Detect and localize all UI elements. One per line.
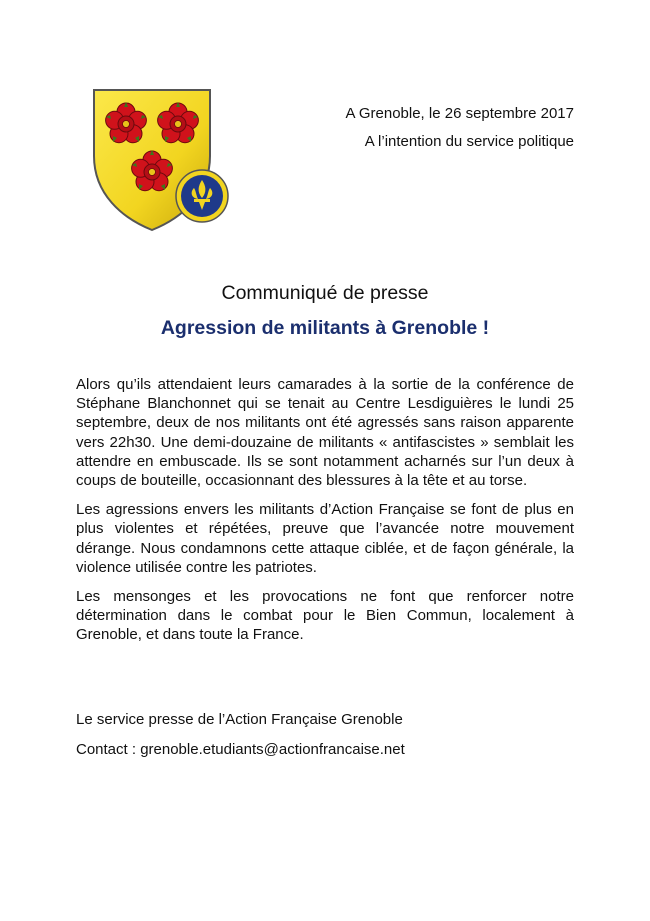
grenoble-coat-of-arms	[90, 86, 236, 234]
letter-header	[346, 100, 575, 156]
coat-of-arms-icon	[90, 86, 236, 234]
paragraph-3: Les mensonges et les provocations ne font que renforcer notre détermination dans le combat pour le Bien Commun, localement à Grenoble, et dans toute la France.	[76, 588, 574, 644]
contact-line: Contact : grenoble.etudiants@actionfrancaise.net	[76, 741, 405, 758]
signature-line: Le service presse de l’Action Française Grenoble	[76, 711, 403, 728]
recipient-line: A l’intention du service politique	[364, 133, 574, 150]
signature-block	[76, 705, 405, 765]
paragraph-1: Alors qu’ils attendaient leurs camarades à la sortie de la conférence de Stéphane Blanchonnet qui se tenait au Centre Lesdiguières le lundi 25 septembre, deux de nos militants ont été agressés sans raison apparente vers 22h30. Une demi-douzaine de militants « antifascistes » semblait les attendre en embuscade. Ils se sont notamment acharnés sur l’un deux à coups de bouteille, occasionnant des blessures à la tête et au torse.	[76, 376, 574, 490]
press-release-body	[76, 375, 574, 655]
paragraph-2: Les agressions envers les militants d’Action Française se font de plus en plus violentes et répétées, preuve que l’avancée notre mouvement dérange. Nous condamnons cette attaque ciblée, et de façon générale, la violence utilisée contre les patriotes.	[76, 501, 574, 576]
document-title: Communiqué de presse	[221, 282, 429, 304]
document-subtitle: Agression de militants à Grenoble !	[160, 317, 490, 339]
date-line: A Grenoble, le 26 septembre 2017	[345, 105, 574, 122]
action-francaise-badge	[176, 170, 228, 222]
